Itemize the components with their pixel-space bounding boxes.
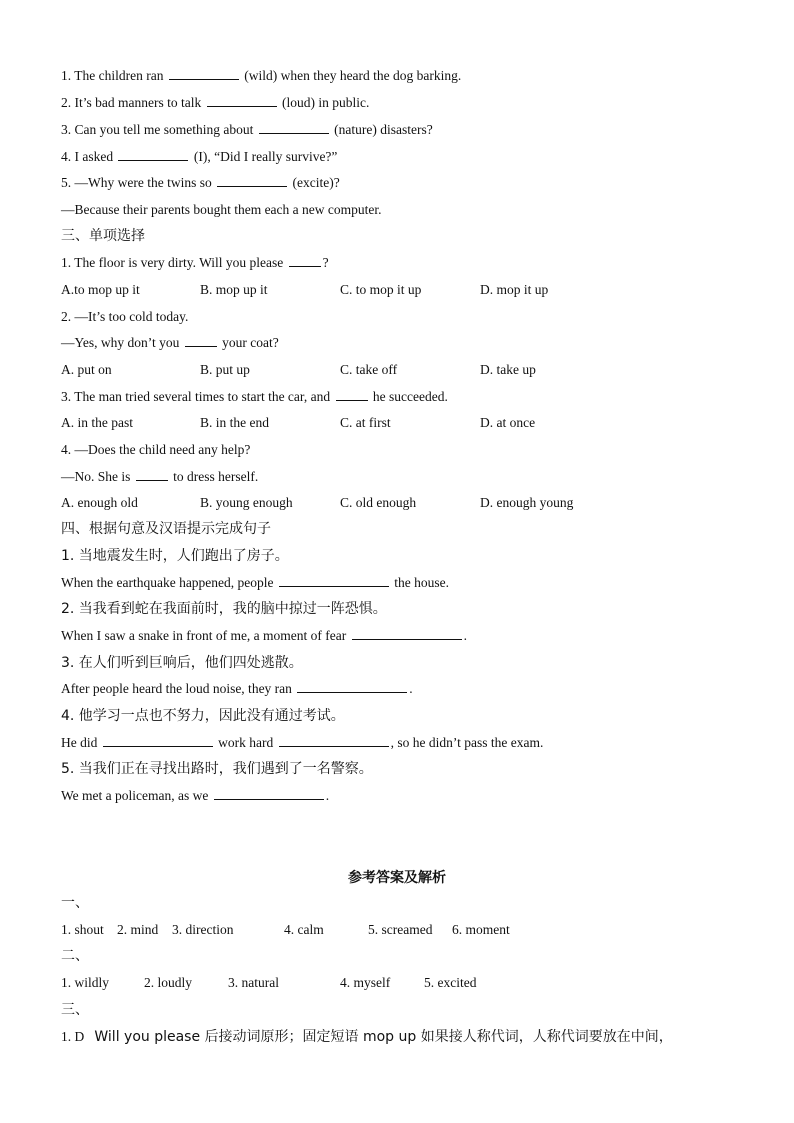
answer-blank[interactable] [336, 388, 368, 401]
part3-q2-stem: 2. —It’s too cold today. [61, 309, 189, 324]
answer-item: 2. mind [117, 922, 159, 937]
answers-sec3-q1: 1. D Will you please 后接动词原形；固定短语 mop up 如果接人称代词，人称代词要放在中间， [61, 1029, 673, 1045]
part4-s2-cn: 2. 当我看到蛇在我面前时，我的脑中掠过一阵恐惧。 [61, 601, 387, 617]
part4-s1-en: When the earthquake happened, people the house. [61, 575, 450, 590]
part3-q1-stem: 1. The floor is very dirty. Will you please ? [61, 255, 329, 270]
part2-q1: 1. The children ran (wild) when they heard the dog barking. [61, 68, 462, 83]
option-b[interactable]: B. put up [200, 362, 250, 377]
answers-sec1-label: 一、 [61, 895, 89, 911]
option-a[interactable]: A. in the past [61, 415, 133, 430]
answer-blank[interactable] [103, 734, 213, 747]
answers-sec2-label: 二、 [61, 948, 89, 964]
answer-blank[interactable] [259, 121, 329, 134]
answer-blank[interactable] [185, 334, 217, 347]
part2-q5: 5. —Why were the twins so (excite)? [61, 175, 340, 190]
answer-item: 1. wildly [61, 975, 110, 990]
answer-item: 6. moment [452, 922, 510, 937]
option-a[interactable]: A.to mop up it [61, 282, 140, 297]
answer-blank[interactable] [217, 174, 287, 187]
part4-s2-en: When I saw a snake in front of me, a moment of fear . [61, 628, 468, 643]
part3-q4-reply: —No. She is to dress herself. [61, 469, 259, 484]
option-c[interactable]: C. at first [340, 415, 391, 430]
part2-q5-reply: —Because their parents bought them each a new computer. [61, 202, 382, 217]
answer-item: 5. screamed [368, 922, 433, 937]
part4-s4-cn: 4. 他学习一点也不努力，因此没有通过考试。 [61, 708, 345, 724]
option-b[interactable]: B. young enough [200, 495, 293, 510]
answer-blank[interactable] [279, 574, 389, 587]
option-b[interactable]: B. mop up it [200, 282, 268, 297]
option-d[interactable]: D. mop it up [480, 282, 549, 297]
part2-q3: 3. Can you tell me something about (nature) disasters? [61, 122, 433, 137]
option-d[interactable]: D. enough young [480, 495, 574, 510]
option-d[interactable]: D. take up [480, 362, 536, 377]
option-a[interactable]: A. put on [61, 362, 112, 377]
answer-blank[interactable] [118, 148, 188, 161]
answer-item: 4. calm [284, 922, 324, 937]
part4-s4-en: He did work hard , so he didn’t pass the exam. [61, 735, 544, 750]
option-d[interactable]: D. at once [480, 415, 536, 430]
part4-s5-en: We met a policeman, as we . [61, 788, 330, 803]
answer-blank[interactable] [297, 680, 407, 693]
part4-s3-cn: 3. 在人们听到巨响后，他们四处逃散。 [61, 655, 303, 671]
part4-s5-cn: 5. 当我们正在寻找出路时，我们遇到了一名警察。 [61, 761, 373, 777]
answer-blank[interactable] [289, 254, 321, 267]
answers-title: 参考答案及解析 [348, 870, 446, 886]
answer-item: 1. shout [61, 922, 104, 937]
answer-item: 4. myself [340, 975, 391, 990]
option-c[interactable]: C. old enough [340, 495, 417, 510]
part2-q2: 2. It’s bad manners to talk (loud) in public. [61, 95, 370, 110]
option-a[interactable]: A. enough old [61, 495, 138, 510]
answers-sec3-label: 三、 [61, 1002, 89, 1018]
part2-q4: 4. I asked (I), “Did I really survive?” [61, 149, 338, 164]
part3-q2-reply: —Yes, why don’t you your coat? [61, 335, 279, 350]
answer-blank[interactable] [279, 734, 389, 747]
section-heading-3: 三、单项选择 [61, 228, 145, 244]
section-heading-4: 四、根据句意及汉语提示完成句子 [61, 521, 271, 537]
option-b[interactable]: B. in the end [200, 415, 269, 430]
answer-blank[interactable] [352, 627, 462, 640]
answer-blank[interactable] [214, 787, 324, 800]
answer-item: 2. loudly [144, 975, 193, 990]
part3-q4-stem: 4. —Does the child need any help? [61, 442, 251, 457]
answer-blank[interactable] [207, 94, 277, 107]
part3-q3-stem: 3. The man tried several times to start the car, and he succeeded. [61, 389, 448, 404]
answer-item: 5. excited [424, 975, 477, 990]
answer-item: 3. natural [228, 975, 279, 990]
answer-blank[interactable] [169, 67, 239, 80]
part4-s3-en: After people heard the loud noise, they ran . [61, 681, 413, 696]
answer-blank[interactable] [136, 468, 168, 481]
part4-s1-cn: 1. 当地震发生时，人们跑出了房子。 [61, 548, 289, 564]
option-c[interactable]: C. to mop it up [340, 282, 422, 297]
option-c[interactable]: C. take off [340, 362, 398, 377]
answer-item: 3. direction [172, 922, 234, 937]
